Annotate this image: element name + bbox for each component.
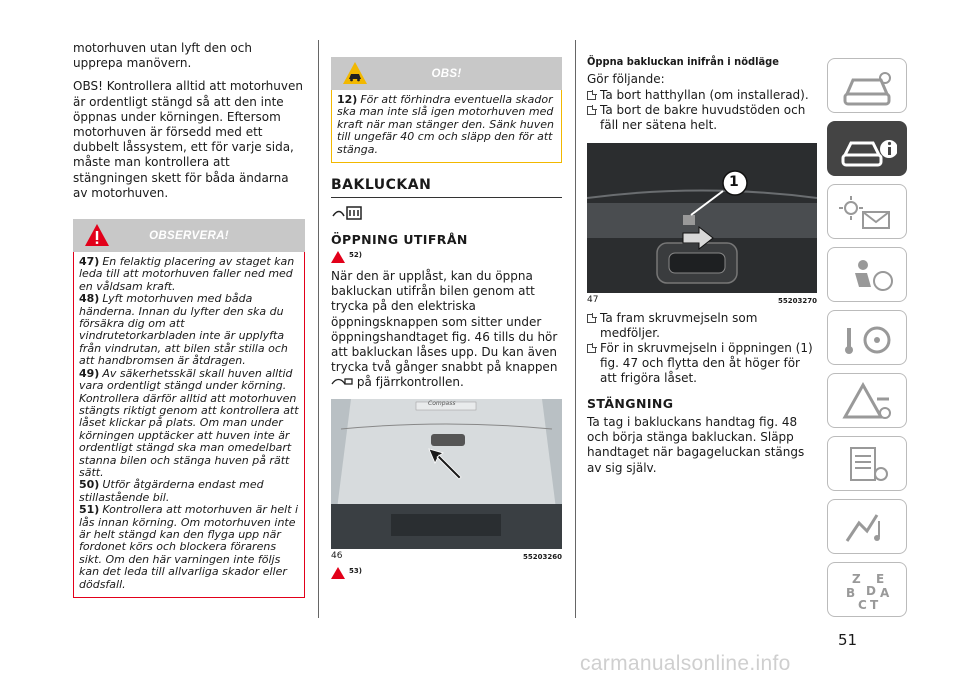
figure-number: 47 bbox=[587, 295, 599, 305]
list-item: Ta bort de bakre huvudstöden och fäll ner sätena helt. bbox=[587, 103, 817, 133]
callout-label: 1 bbox=[729, 174, 739, 190]
note-number: 12) bbox=[337, 93, 358, 106]
warning-number: 51) bbox=[79, 503, 100, 517]
paragraph: motorhuven utan lyft den och upprepa manövern. bbox=[73, 41, 252, 71]
chapter-tabs bbox=[827, 58, 907, 625]
chapter-tab[interactable] bbox=[827, 562, 907, 617]
figure-47-image bbox=[587, 143, 817, 293]
chapter-tab[interactable] bbox=[827, 310, 907, 365]
warning-triangle-icon bbox=[84, 223, 110, 251]
checkbox-bullet-icon bbox=[587, 314, 596, 323]
subsection-title: Öppna bakluckan inifrån i nödläge bbox=[587, 55, 779, 68]
column-1 bbox=[73, 41, 305, 598]
warning-banner bbox=[73, 219, 305, 252]
warning-item bbox=[79, 504, 300, 591]
warning-text: Av säkerhetsskäl skall huven alltid vara ordentligt stängd under körning. Kontrollera därför alltid att motorhuven stängts riktigt genom att kontrollera att låset klickar på plats. Om man under körningen upptäcker att huven inte är ordentligt stängd ska man omedelbart stanna bilen och stänga huven på rätt sätt. bbox=[79, 366, 299, 479]
column-3 bbox=[587, 55, 817, 484]
warning-item bbox=[79, 293, 300, 367]
warning-text: Kontrollera att motorhuven är helt i lås innan körning. Om motorhuven inte är helt stängd kan den flyga upp när fordonet körs och blockera förarens sikt. Om den här varningen inte följs kan det leda till allvarliga skador eller dödsfall. bbox=[79, 503, 299, 591]
safety-airbag-icon bbox=[837, 255, 897, 295]
list-item: För in skruvmejseln i öppningen (1) fig. 47 och flytta den åt höger för att frigöra låset. bbox=[587, 341, 817, 386]
lights-signals-icon bbox=[837, 192, 897, 232]
chapter-tab[interactable] bbox=[827, 184, 907, 239]
chapter-tab[interactable] bbox=[827, 58, 907, 113]
paragraph: OBS! Kontrollera alltid att motorhuven är ordentligt stängd så att den inte öppnas under körningen. Eftersom motorhuven är försedd med ett dubbelt låssystem, ett för varje sida, måste man kontrollera att stängningen skett för båda ändarna av motorhuven. bbox=[73, 79, 303, 200]
figure-46-image bbox=[331, 399, 562, 549]
step-list bbox=[587, 311, 817, 386]
chapter-tab[interactable] bbox=[827, 373, 907, 428]
paragraph: När den är upplåst, kan du öppna bakluckan utifrån bilen genom att trycka på den elektriska öppningsknappen som sitter under öppningshandtaget fig. 46 tills du hör att bakluckan låses upp. Du kan även trycka två gånger snabbt på knappen på fjärrkontrollen. bbox=[331, 269, 558, 390]
warning-number: 48) bbox=[79, 292, 100, 306]
subsection-title: STÄNGNING bbox=[587, 396, 674, 411]
chapter-tab[interactable] bbox=[827, 121, 907, 176]
figure-caption bbox=[331, 551, 562, 561]
chapter-tab[interactable] bbox=[827, 499, 907, 554]
figure-caption bbox=[587, 295, 817, 305]
intro-line: Gör följande: bbox=[587, 72, 665, 86]
starting-driving-icon bbox=[837, 318, 897, 358]
figure-code: 55203270 bbox=[778, 297, 817, 305]
index-alphabet-icon: Z E B A C T D bbox=[846, 571, 890, 612]
car-damage-icon bbox=[342, 61, 368, 89]
warning-item bbox=[79, 479, 300, 504]
car-dashboard-icon bbox=[837, 66, 897, 106]
tailgate-key-icon bbox=[331, 204, 562, 226]
warning-text: En felaktig placering av staget kan leda till att motorhuven faller ned med en våldsam kraft. bbox=[79, 255, 295, 293]
multimedia-icon bbox=[837, 507, 897, 547]
chapter-tab[interactable] bbox=[827, 436, 907, 491]
checkbox-bullet-icon bbox=[587, 344, 596, 353]
warning-reference: 52) bbox=[331, 251, 562, 263]
warning-item bbox=[79, 368, 300, 480]
warning-reference: 53) bbox=[331, 567, 562, 579]
watermark: carmanualsonline.info bbox=[580, 652, 791, 675]
warning-box bbox=[73, 252, 305, 598]
warning-item bbox=[79, 256, 300, 293]
warning-number: 49) bbox=[79, 366, 100, 380]
vehicle-badge: Compass bbox=[428, 399, 456, 407]
column-2 bbox=[331, 57, 562, 585]
list-item: Ta fram skruvmejseln som medföljer. bbox=[587, 311, 817, 341]
warning-title: OBSERVERA! bbox=[149, 229, 229, 242]
note-banner bbox=[331, 57, 562, 90]
section-title: BAKLUCKAN bbox=[331, 177, 562, 198]
step-list bbox=[587, 88, 817, 133]
warning-triangle-icon bbox=[331, 567, 345, 579]
figure-code: 55203260 bbox=[523, 552, 562, 561]
warning-number: 47) bbox=[79, 255, 100, 269]
note-title: OBS! bbox=[431, 67, 462, 80]
emergency-warning-icon bbox=[837, 381, 897, 421]
key-fob-icon bbox=[331, 375, 353, 389]
column-divider bbox=[318, 40, 319, 618]
figure-number: 46 bbox=[331, 550, 343, 561]
note-text: För att förhindra eventuella skador ska man inte slå igen motorhuven med kraft när man stänger den. Sänk huven till ungefär 40 cm och släpp den för att stänga. bbox=[337, 93, 554, 156]
warning-number: 50) bbox=[79, 478, 100, 492]
subsection-title: ÖPPNING UTIFRÅN bbox=[331, 232, 468, 248]
column-divider bbox=[575, 40, 576, 618]
chapter-tab[interactable] bbox=[827, 247, 907, 302]
maintenance-list-icon bbox=[837, 444, 897, 484]
checkbox-bullet-icon bbox=[587, 106, 596, 115]
warning-triangle-icon bbox=[331, 251, 345, 263]
note-box bbox=[331, 90, 562, 163]
page-number: 51 bbox=[838, 631, 858, 649]
warning-text: Lyft motorhuven med båda händerna. Innan du lyfter den ska du försäkra dig om att vindrutetorkarbladen inte är upplyfta från vindrutan, att bilen står stilla och att handbromsen är åtdragen. bbox=[79, 292, 288, 368]
car-info-icon bbox=[837, 129, 897, 169]
paragraph: Ta tag i bakluckans handtag fig. 48 och börja stänga bakluckan. Släpp handtaget när bagageluckan stängs av sig själv. bbox=[587, 415, 805, 475]
list-item: Ta bort hatthyllan (om installerad). bbox=[587, 88, 817, 103]
warning-text: Utför åtgärderna endast med stillastående bil. bbox=[79, 478, 264, 504]
checkbox-bullet-icon bbox=[587, 91, 596, 100]
